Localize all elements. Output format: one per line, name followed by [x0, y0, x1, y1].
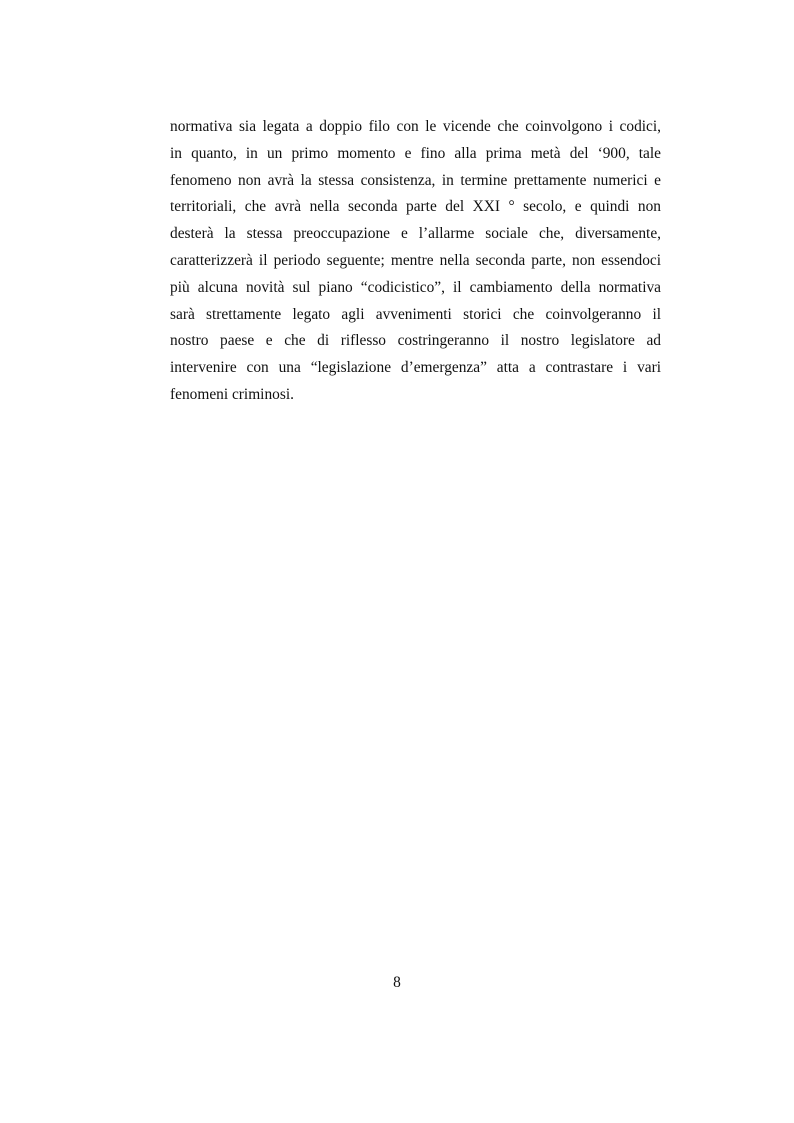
paragraph-line-2: in quanto, in un primo momento e fino alla prima metà del ‘900, tale — [170, 144, 661, 162]
paragraph-line-9: nostro paese e che di riflesso costringeranno il nostro legislatore ad — [170, 332, 661, 350]
paragraph-line-11: fenomeni criminosi. — [170, 385, 294, 403]
paragraph-line-8: sarà strettamente legato agli avvenimenti storici che coinvolgeranno il — [170, 305, 661, 323]
paragraph-line-7: più alcuna novità sul piano “codicistico”, il cambiamento della normativa — [170, 278, 661, 296]
paragraph-line-6: caratterizzerà il periodo seguente; mentre nella seconda parte, non essendoci — [170, 251, 661, 269]
paragraph-line-10: intervenire con una “legislazione d’emergenza” atta a contrastare i vari — [170, 359, 661, 377]
page-number: 8 — [393, 974, 401, 991]
body-paragraph — [170, 114, 661, 409]
paragraph-line-4: territoriali, che avrà nella seconda parte del XXI ° secolo, e quindi non — [170, 198, 661, 216]
paragraph-line-5: desterà la stessa preoccupazione e l’allarme sociale che, diversamente, — [170, 225, 661, 243]
paragraph-line-3: fenomeno non avrà la stessa consistenza, in termine prettamente numerici e — [170, 171, 661, 189]
paragraph-line-1: normativa sia legata a doppio filo con le vicende che coinvolgono i codici, — [170, 118, 661, 135]
